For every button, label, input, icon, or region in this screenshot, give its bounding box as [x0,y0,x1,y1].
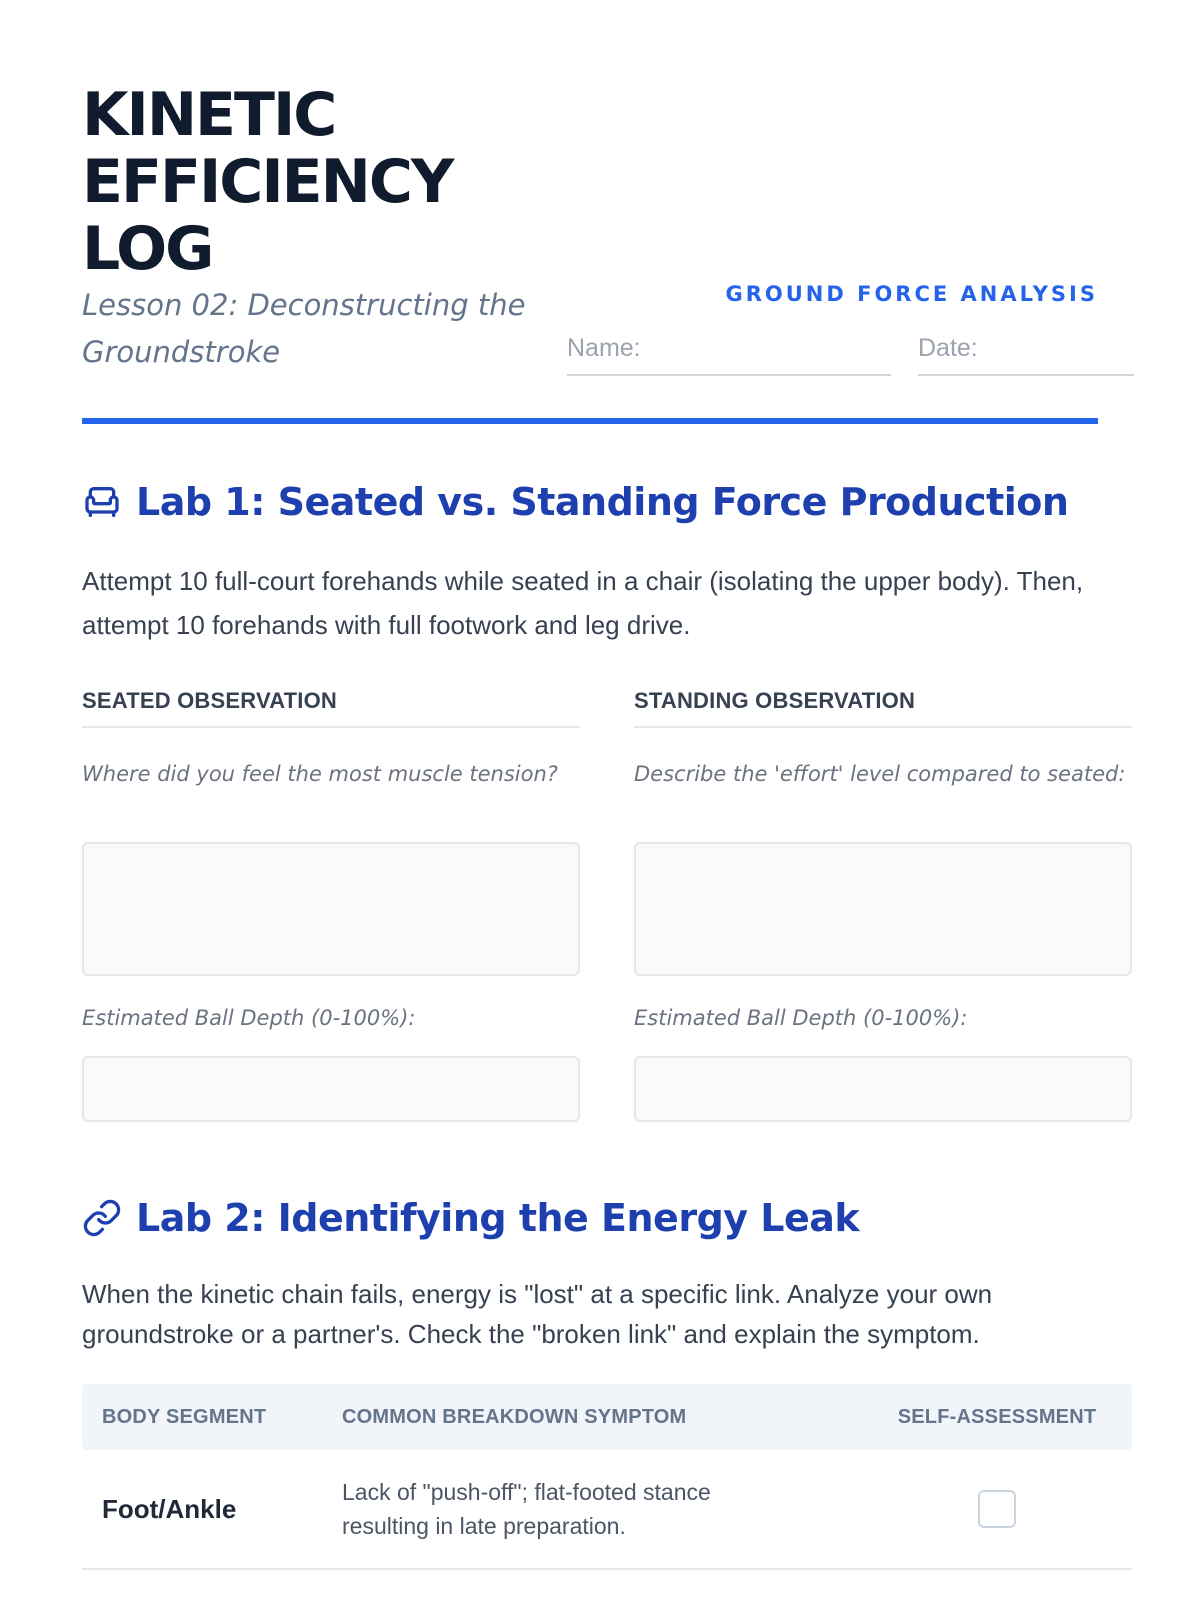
header-body-segment: BODY SEGMENT [102,1405,267,1428]
seated-depth-input[interactable] [82,1056,580,1122]
seated-depth-label: Estimated Ball Depth (0-100%): [82,1006,416,1030]
name-label: Name: [567,334,641,362]
header-divider [82,418,1098,424]
date-field[interactable] [918,330,1134,376]
lab2-title: Lab 2: Identifying the Energy Leak [136,1196,860,1240]
standing-observation-column [634,688,1132,1122]
header-self-assessment: SELF-ASSESSMENT [897,1405,1097,1428]
seated-observation-column [82,688,580,1122]
lab2-instructions: When the kinetic chain fails, energy is "lost" at a specific link. Analyze your own groundstroke or a partner's. Check the "broken link" and explain the symptom. [82,1279,993,1349]
lab1-heading [82,480,1068,524]
lab2-heading [82,1196,859,1240]
lab1-instructions: Attempt 10 full-court forehands while seated in a chair (isolating the upper body). Then, attempt 10 forehands with full footwork and leg drive. [82,566,1084,640]
row-breakdown-symptom: Lack of "push-off"; flat-footed stance resulting in late preparation. [342,1479,711,1539]
row-body-segment: Foot/Ankle [102,1493,237,1524]
standing-depth-label: Estimated Ball Depth (0-100%): [634,1006,968,1030]
table-row [82,1450,1132,1570]
date-label: Date: [918,334,978,362]
self-assessment-checkbox[interactable] [978,1490,1016,1528]
seated-prompt: Where did you feel the most muscle tension? [82,762,558,786]
worksheet-header [82,0,1098,424]
seated-heading: SEATED OBSERVATION [82,688,580,728]
energy-leak-table [82,1384,1132,1570]
section-tagline: GROUND FORCE ANALYSIS [725,282,1098,306]
row-self-assessment [782,1490,1132,1528]
lab1-title: Lab 1: Seated vs. Standing Force Production [136,480,1069,524]
table-header [82,1384,1132,1450]
header-breakdown-symptom: COMMON BREAKDOWN SYMPTOM [342,1405,687,1428]
standing-answer-box[interactable] [634,842,1132,976]
seated-answer-box[interactable] [82,842,580,976]
link-icon [82,1198,122,1238]
name-field[interactable] [567,330,891,376]
page-title: KINETIC EFFICIENCY LOG [82,80,453,284]
standing-heading: STANDING OBSERVATION [634,688,1132,728]
lesson-subtitle: Lesson 02: Deconstructing the Groundstroke [82,288,526,369]
armchair-icon [82,482,122,522]
standing-prompt: Describe the 'effort' level compared to seated: [634,762,1126,786]
standing-depth-input[interactable] [634,1056,1132,1122]
